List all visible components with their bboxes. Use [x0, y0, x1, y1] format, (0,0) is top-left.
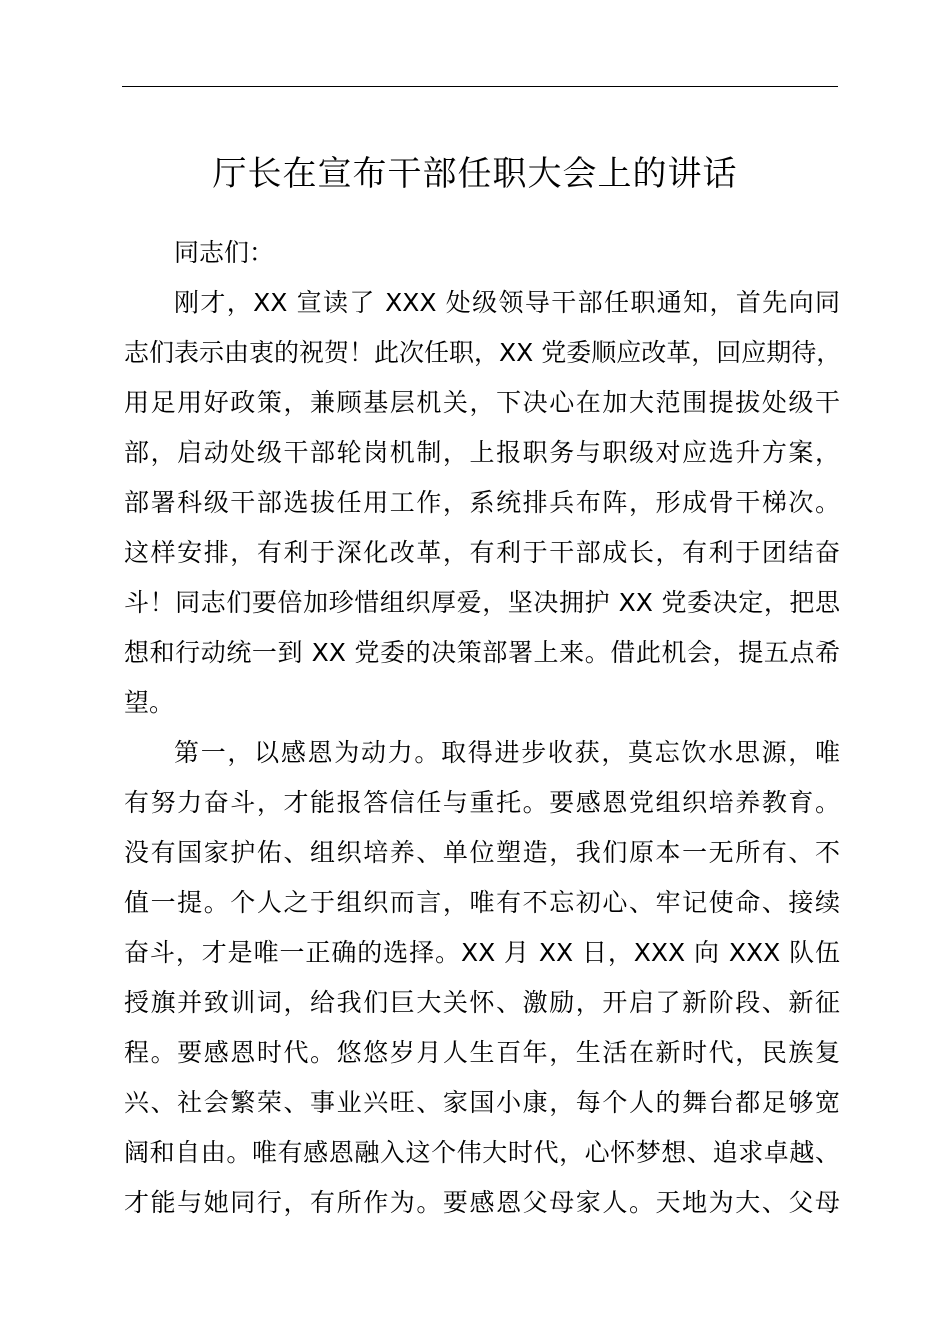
paragraph-line: 用足用好政策，兼顾基层机关，下决心在加大范围提拔处级干 — [124, 388, 840, 417]
paragraph-line: 部署科级干部选拔任用工作，系统排兵布阵，形成骨干梯次。 — [124, 488, 840, 517]
paragraph-line: 兴、社会繁荣、事业兴旺、家国小康，每个人的舞台都足够宽 — [124, 1088, 840, 1117]
paragraph-line: 奋斗，才是唯一正确的选择。XX 月 XX 日，XXX 向 XXX 队伍 — [124, 938, 840, 967]
paragraph-line: 望。 — [124, 688, 175, 717]
header-rule — [122, 86, 838, 87]
paragraph-line: 刚才，XX 宣读了 XXX 处级领导干部任职通知，首先向同 — [174, 288, 840, 317]
salutation: 同志们： — [174, 238, 275, 267]
paragraph-line: 有努力奋斗，才能报答信任与重托。要感恩党组织培养教育。 — [124, 788, 840, 817]
paragraph-line: 部，启动处级干部轮岗机制，上报职务与职级对应选升方案， — [124, 438, 840, 467]
paragraph-line: 斗！同志们要倍加珍惜组织厚爱，坚决拥护 XX 党委决定，把思 — [124, 588, 840, 617]
document-title: 厅长在宣布干部任职大会上的讲话 — [212, 154, 738, 194]
paragraph-line: 这样安排，有利于深化改革，有利于干部成长，有利于团结奋 — [124, 538, 840, 567]
document-body — [124, 228, 840, 1228]
paragraph-line: 志们表示由衷的祝贺！此次任职，XX 党委顺应改革，回应期待， — [124, 338, 842, 367]
paragraph-2 — [124, 728, 840, 1228]
paragraph-line: 授旗并致训词，给我们巨大关怀、激励，开启了新阶段、新征 — [124, 988, 840, 1017]
paragraph-line: 第一，以感恩为动力。取得进步收获，莫忘饮水思源，唯 — [174, 738, 840, 767]
paragraph-line: 值一提。个人之于组织而言，唯有不忘初心、牢记使命、接续 — [124, 888, 840, 917]
paragraph-line: 才能与她同行，有所作为。要感恩父母家人。天地为大、父母 — [124, 1188, 840, 1217]
paragraph-line: 阔和自由。唯有感恩融入这个伟大时代，心怀梦想、追求卓越、 — [124, 1138, 840, 1167]
paragraph-1 — [124, 278, 840, 728]
paragraph-line: 程。要感恩时代。悠悠岁月人生百年，生活在新时代，民族复 — [124, 1038, 840, 1067]
paragraph-line: 想和行动统一到 XX 党委的决策部署上来。借此机会，提五点希 — [124, 638, 840, 667]
paragraph-line: 没有国家护佑、组织培养、单位塑造，我们原本一无所有、不 — [124, 838, 840, 867]
